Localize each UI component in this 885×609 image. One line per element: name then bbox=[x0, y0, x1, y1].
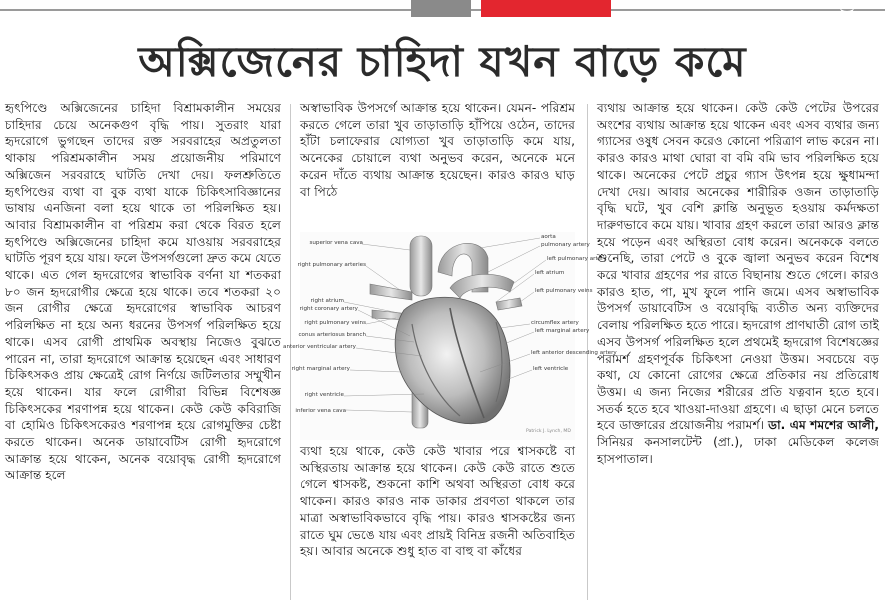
illustration-credit: Patrick J. Lynch, MD bbox=[526, 429, 571, 434]
article-column-3 bbox=[597, 100, 879, 606]
label-pulmonary-artery: pulmonary artery bbox=[541, 242, 590, 248]
heart-diagram bbox=[283, 232, 617, 440]
section-color-tab bbox=[481, 0, 611, 17]
column-3-text: ব্যথায় আক্রান্ত হয়ে থাকেন। কেউ কেউ পেটের উপরের অংশের ব্যথায় আক্রান্ত হয়ে থাকেন এবং এসব ব্যথার জন্য গ্যাসের ওষুধ সেবন করেও কোনো পরিত্রাণ লাভ করেন না। কারও কারও মাথা ঘোরা বা বমি বমি ভাব পরিলক্ষিত হয়ে থাকে। অনেকের পেটে প্রচুর গ্যাস উৎপন্ন হয়ে ক্ষুধামন্দা দেখা দেয়। আবার অনেকের শারীরিক ওজন তাড়াতাড়ি বৃদ্ধি ঘটে, খুব বেশি ক্লান্তি অনুভূত হওয়ায় কর্মদক্ষতা দারুণভাবে কমে যায়। খাবার গ্রহণ করলে তারা আরও ক্লান্ত হয়ে পড়েন এবং অস্থিরতা বোধ করেন। অনেককে বলতে শুনেছি, তারা পেটে ও বুকে জ্বালা অনুভব করেন বিশেষ করে খাবার গ্রহণের পর রাতে বিছানায় শুতে গেলে। কারও কারও হাত, পা, মুখ ফুলে পানি জমে। এসব অস্বাভাবিক উপসর্গ ডায়াবেটিস ও বয়োবৃদ্ধি ব্যতীত অন্য ব্যক্তিদের বেলায় পরিলক্ষিত হতে পারে। হৃদরোগ প্রাণঘাতী রোগ তাই এসব উপসর্গ পরিলক্ষিত হলে প্রথমেই হৃদরোগ বিশেষজ্ঞের পরামর্শ গ্রহণপূর্বক চিকিৎসা নেওয়া উত্তম। সবচেয়ে বড় কথা, যে কোনো রোগের ক্ষেত্রে প্রতিকার নয় প্রতিরোধ উত্তম। এ জন্য নিজের শরীরের প্রতি যত্নবান হতে হবে। সতর্ক হতে হবে খাওয়া-দাওয়া গ্রহণে। এ ছাড়া মেনে চলতে হবে ডাক্তারের প্রয়োজনীয় পরামর্শ। bbox=[597, 101, 879, 433]
article-column-2-bottom bbox=[300, 443, 575, 606]
label-conus-arteriosus-branch: conus arteriosus branch bbox=[298, 332, 366, 338]
section-header-bar bbox=[0, 0, 885, 22]
page-number-tab bbox=[411, 0, 471, 17]
label-right-pulmonary-veins: right pulmonary veins bbox=[304, 320, 366, 326]
column-2-top-text: অস্বাভাবিক উপসর্গে আক্রান্ত হয়ে থাকেন। যেমন- পরিশ্রম করতে গেলে তারা খুব তাড়াতাড়ি হাঁপিয়ে ওঠেন, তাদের হাঁটা চলাফেরার যোগ্যতা খুব তাড়াতাড়ি কমে যায়, অনেকের চোয়ালে ব্যথা অনুভব করেন, অনেকে মনে করেন দাঁতে ব্যথায় আক্রান্ত হয়েছেন। কারও কারও ঘাড় বা পিঠে bbox=[300, 101, 575, 199]
label-inferior-vena-cava: inferior vena cava bbox=[295, 408, 346, 414]
column-divider bbox=[290, 104, 291, 600]
author-affiliation: সিনিয়র কনসালটেন্ট (প্রা.), ঢাকা মেডিকেল কলেজ হাসপাতাল। bbox=[597, 435, 879, 466]
column-1-text: হৃৎপিণ্ডে অক্সিজেনের চাহিদা বিশ্রামকালীন সময়ের চাহিদার চেয়ে অনেকগুণ বৃদ্ধি পায়। সুতরাং যারা হৃদরোগে ভুগছেন তাদের রক্ত সরবরাহের অপ্রতুলতা থাকায় পরিশ্রমকালীন সময় প্রয়োজনীয় পরিমাণে অক্সিজেন সরবরাহে ঘাটতি দেখা দেয়। ফলশ্রুতিতে হৃৎপিণ্ডের ব্যথা বা বুক ব্যথা যাকে চিকিৎসাবিজ্ঞানের ভাষায় এনজিনা বলা হয়ে থাকে তা পরিলক্ষিত হয়। আবার বিশ্রামকালীন বা পরিশ্রম করা থেকে বিরত হলে হৃৎপিণ্ডে অক্সিজেনের চাহিদা কমে যাওয়ায় সরবরাহের ঘাটতি পূরণ হয়ে যায়। ফলে উপসর্গগুলো দ্রুত কমে যেতে থাকে। এত গেল হৃদরোগের স্বাভাবিক বর্ণনা যা শতকরা ৮০ জন হৃদরোগীর ক্ষেত্রে হয়ে থাকে। তবে শতকরা ২০ জন রোগীর ক্ষেত্রে হৃদরোগের স্বাভাবিক আচরণ পরিলক্ষিত না হয়ে অন্য ধরনের উপসর্গ পরিলক্ষিত হয়ে থাকে। এসব রোগী প্রাথমিক অবস্থায় নিজেও বুঝতে পারেন না, তারা হৃদরোগে আক্রান্ত হয়েছেন এবং সাধারণ চিকিৎসকও প্রায় ক্ষেত্রেই রোগ নির্ণয়ে জটিলতার সম্মুখীন হয়ে থাকেন। যার ফলে রোগীরা বিভিন্ন বিশেষজ্ঞ চিকিৎসকের শরণাপন্ন হয়ে থাকেন। কেউ কেউ কবিরাজি বা হোমিও চিকিৎসকেরও শরণাপন্ন হয়ে রোগমুক্তির চেষ্টা করতে থাকেন। অনেক ডায়াবেটিস রোগী হৃদরোগে আক্রান্ত হয়ে থাকেন, অনেক বয়োবৃদ্ধ রোগী হৃদরোগে আক্রান্ত হলে bbox=[5, 101, 281, 483]
label-superior-vena-cava: superior vena cava bbox=[309, 240, 363, 246]
label-right-atrium: right atrium bbox=[310, 298, 344, 304]
label-left-anterior-descending-artery: left anterior descending artery bbox=[531, 350, 617, 356]
label-left-marginal-artery: left marginal artery bbox=[535, 328, 590, 334]
column-2-bottom-text: ব্যথা হয়ে থাকে, কেউ কেউ খাবার পরে শ্বাসকষ্টে বা অস্থিরতায় আক্রান্ত হয়ে থাকেন। কেউ কেউ রাতে শুতে গেলে শ্বাসকষ্ট, শুকনো কাশি অথবা অস্থিরতা বোধ করে থাকেন। কারও কারও নাক ডাকার প্রবণতা থাকলে তার মাত্রা অস্বাভাবিকভাবে বৃদ্ধি পায়। কারও শ্বাসকষ্টের জন্য রাতে ঘুম ভেঙে যায় এবং প্রায়ই বিনিদ্র রজনী অতিবাহিত হয়। আবার অনেকে শুধু হাত বা বাহু বা কাঁধের bbox=[300, 444, 575, 559]
label-anterior-ventricular-artery: anterior ventricular artery bbox=[283, 344, 356, 350]
label-left-pulmonary-veins: left pulmonary veins bbox=[535, 288, 593, 294]
heart-anatomy-illustration bbox=[283, 232, 617, 440]
label-right-ventricle: right ventricle bbox=[304, 392, 344, 398]
label-circumflex-artery: circumflex artery bbox=[531, 320, 579, 326]
label-right-marginal-artery: right marginal artery bbox=[291, 366, 350, 372]
label-left-ventricle: left ventricle bbox=[533, 366, 569, 372]
article-column-1 bbox=[5, 100, 281, 606]
label-right-pulmonary-arteries: right pulmonary arteries bbox=[297, 262, 366, 268]
label-right-coronary-artery: right coronary artery bbox=[299, 306, 358, 312]
label-left-atrium: left atrium bbox=[535, 270, 565, 276]
author-name: ডা. এম শমশের আলী, bbox=[768, 418, 879, 433]
article-headline: অক্সিজেনের চাহিদা যখন বাড়ে কমে bbox=[138, 37, 747, 86]
label-aorta: aorta bbox=[541, 234, 556, 240]
article-column-2-top bbox=[300, 100, 575, 230]
label-left-pulmonary-artery: left pulmonary artery bbox=[547, 256, 607, 262]
